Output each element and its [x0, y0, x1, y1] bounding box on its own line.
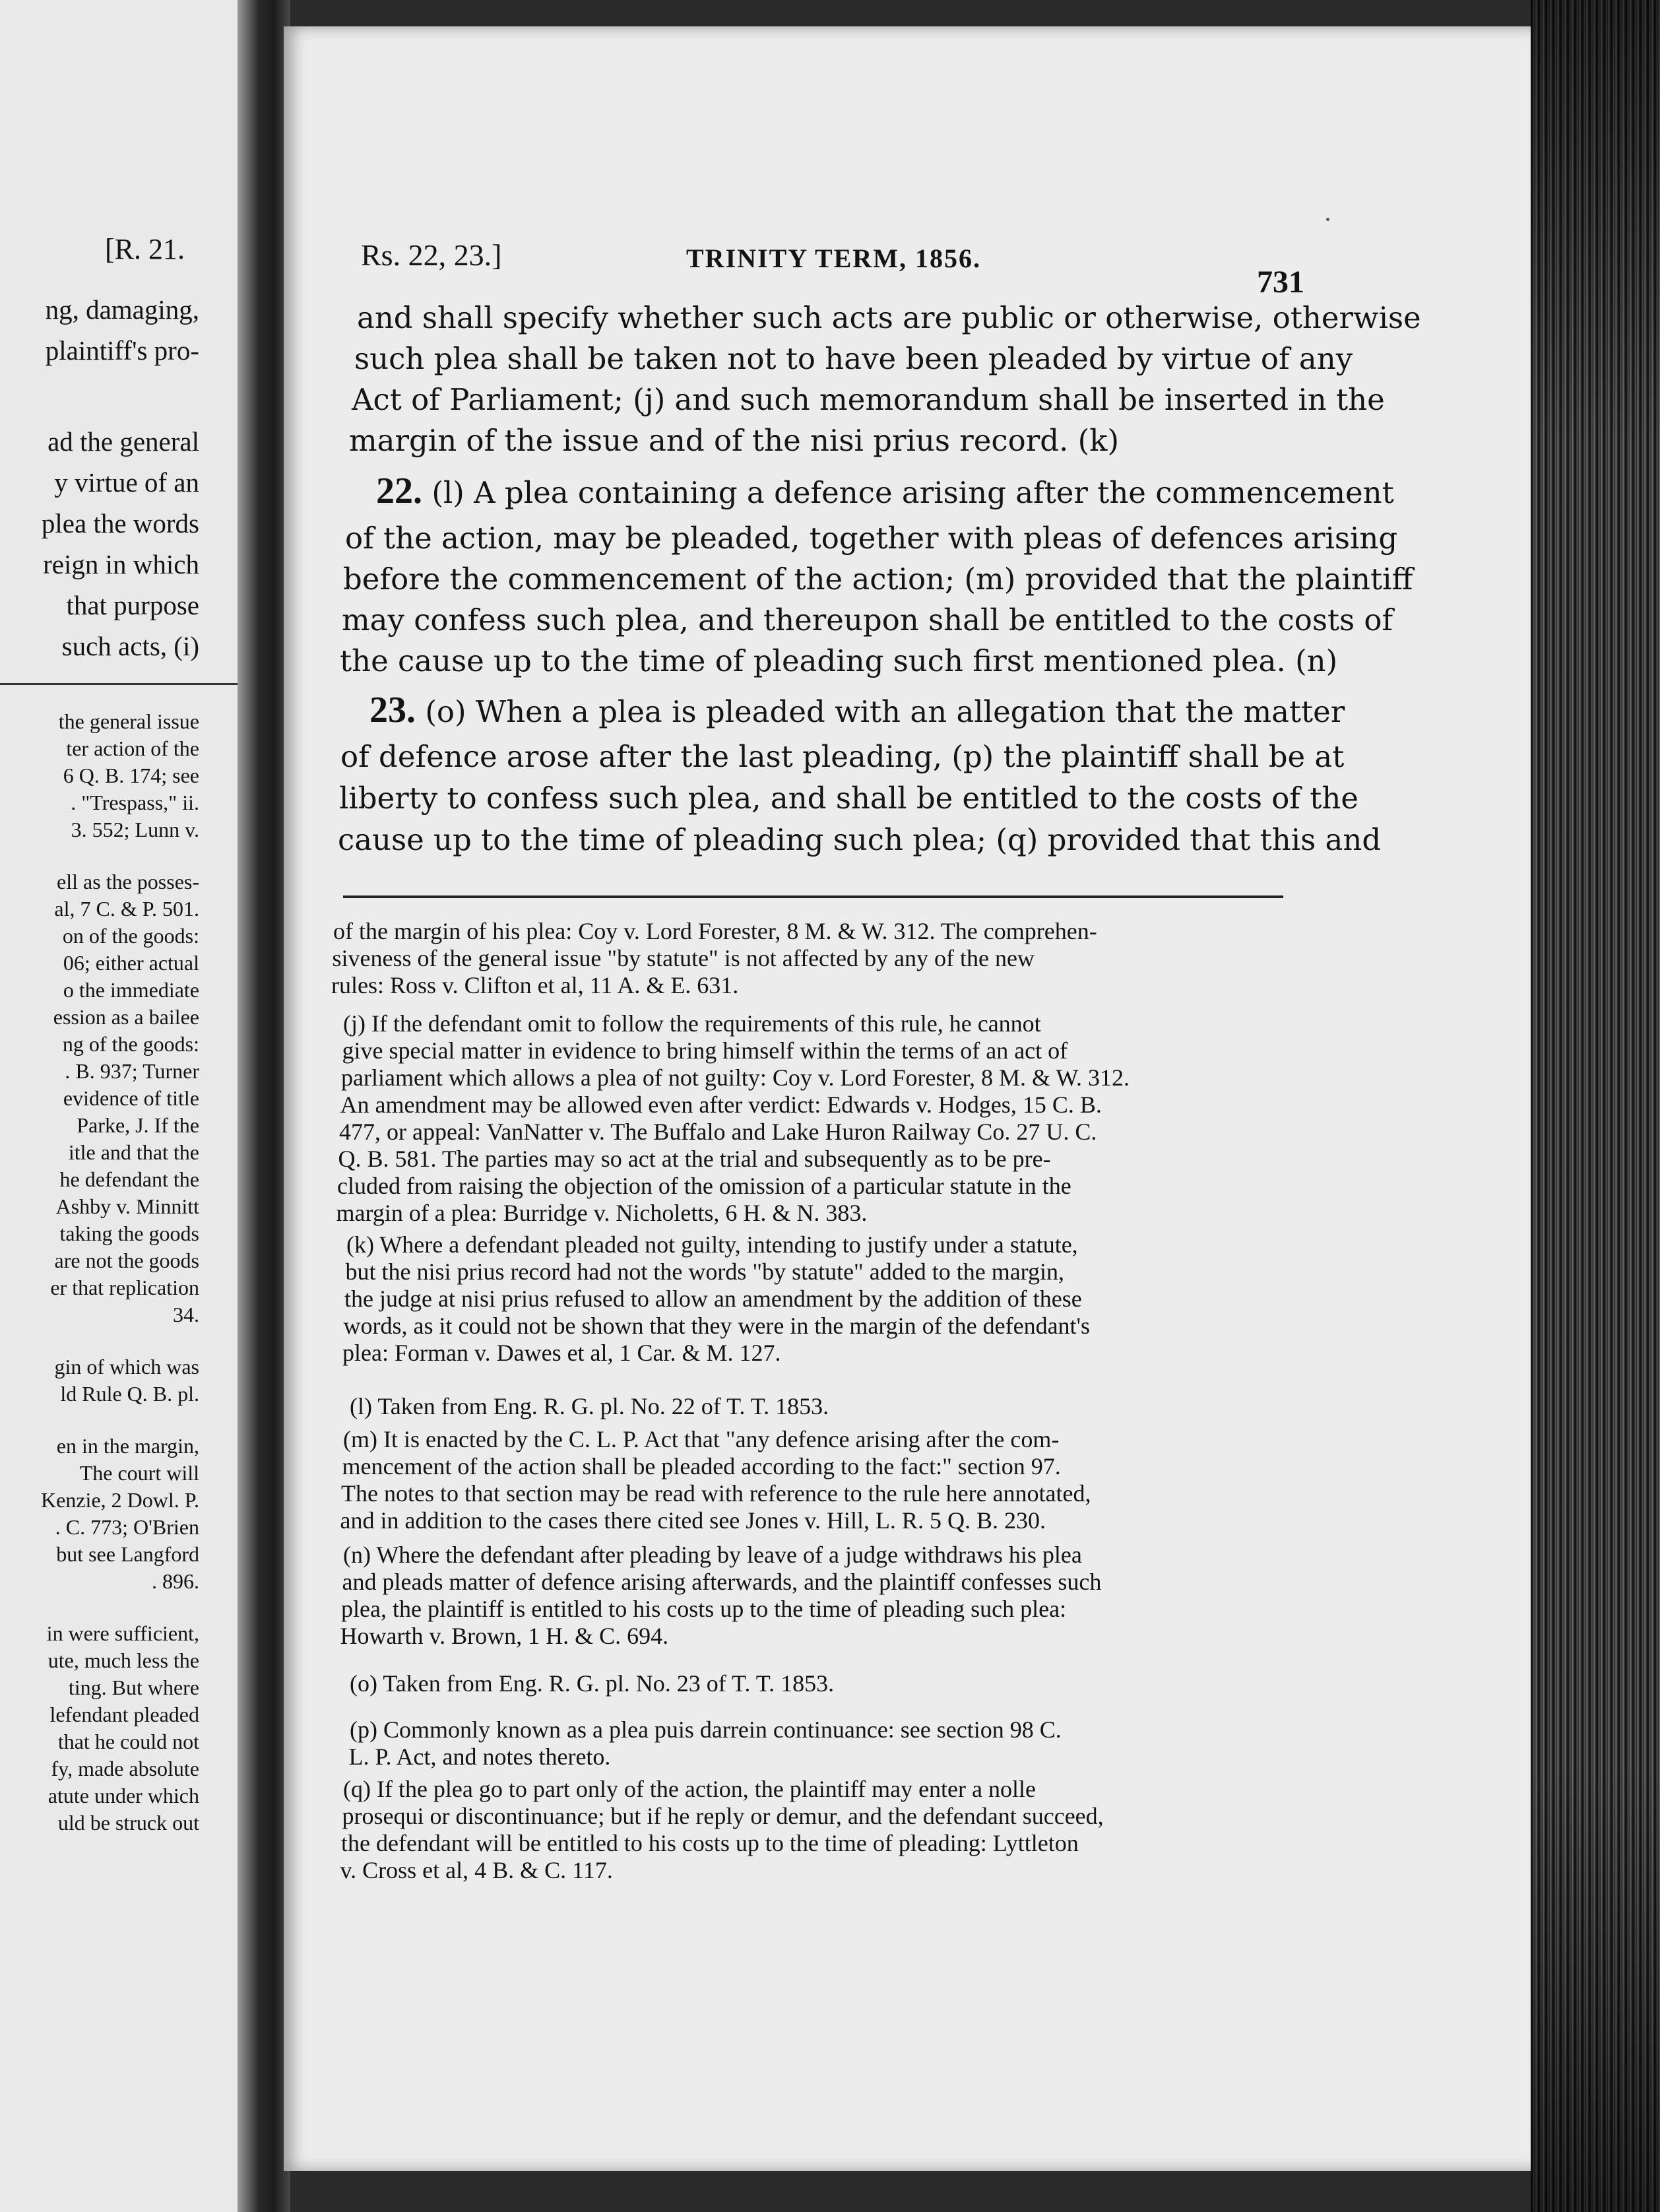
left-note-line: . B. 937; Turner: [65, 1059, 199, 1083]
rule-22-line: the cause up to the time of pleading such first mentioned plea. (n): [340, 643, 1338, 678]
left-note-line: . C. 773; O'Brien: [55, 1515, 199, 1539]
footnote-j-line: parliament which allows a plea of not guilty: Coy v. Lord Forester, 8 M. & W. 312.: [341, 1064, 1130, 1091]
footnote-p-line: (p) Commonly known as a plea puis darrein continuance: see section 98 C.: [350, 1716, 1062, 1743]
footnote-continuation-line: rules: Ross v. Clifton et al, 11 A. & E. 631.: [331, 972, 739, 998]
left-note-line: but see Langford: [56, 1542, 199, 1566]
left-note-line: Kenzie, 2 Dowl. P.: [41, 1488, 199, 1512]
footnote-n-line: (n) Where the defendant after pleading by leave of a judge withdraws his plea: [343, 1542, 1082, 1568]
left-text-line: plea the words: [41, 508, 199, 538]
footnote-q-line: prosequi or discontinuance; but if he reply or demur, and the defendant succeed,: [342, 1803, 1104, 1829]
left-note-line: The court will: [79, 1461, 199, 1485]
left-text-line: ng, damaging,: [45, 294, 199, 325]
left-note-line: taking the goods: [59, 1221, 199, 1245]
footnote-j-line: 477, or appeal: VanNatter v. The Buffalo and Lake Huron Railway Co. 27 U. C.: [339, 1119, 1097, 1145]
footnote-j-line: Q. B. 581. The parties may so act at the trial and subsequently as to be pre-: [338, 1146, 1051, 1172]
left-note-line: al, 7 C. & P. 501.: [54, 897, 199, 921]
footnote-k-line: (k) Where a defendant pleaded not guilty, intending to justify under a statute,: [346, 1231, 1078, 1258]
footnote-n-line: Howarth v. Brown, 1 H. & C. 694.: [340, 1623, 669, 1649]
left-note-line: uld be struck out: [57, 1811, 199, 1835]
rule-23-first-line: [369, 689, 1345, 731]
book-gutter: [238, 0, 290, 2212]
left-note-line: ter action of the: [66, 736, 199, 760]
left-note-line: ld Rule Q. B. pl.: [60, 1382, 199, 1406]
left-note-line: lefendant pleaded: [49, 1703, 199, 1726]
footnote-q-line: the defendant will be entitled to his costs up to the time of pleading: Lyttleton: [341, 1830, 1079, 1856]
footnote-m-line: The notes to that section may be read with reference to the rule here annotated,: [341, 1480, 1091, 1507]
footnote-j-line: give special matter in evidence to bring himself within the terms of an act of: [342, 1037, 1068, 1064]
left-note-line: that he could not: [57, 1730, 199, 1753]
speck: [1326, 218, 1329, 221]
left-note-line: he defendant the: [59, 1167, 199, 1191]
footnote-m-line: mencement of the action shall be pleaded according to the fact:" section 97.: [342, 1453, 1061, 1480]
left-note-line: in were sufficient,: [46, 1621, 199, 1645]
left-text-line: plaintiff's pro-: [45, 335, 199, 366]
footnote-k-line: the judge at nisi prius refused to allow an amendment by the addition of these: [344, 1285, 1082, 1312]
body-line: such plea shall be taken not to have been pleaded by virtue of any: [354, 341, 1353, 376]
left-note-line: evidence of title: [63, 1086, 199, 1110]
footnote-k-line: plea: Forman v. Dawes et al, 1 Car. & M. 127.: [342, 1340, 781, 1366]
footnote-k-line: but the nisi prius record had not the words "by statute" added to the margin,: [345, 1258, 1065, 1285]
footnote-q-line: v. Cross et al, 4 B. & C. 117.: [340, 1857, 613, 1883]
rule-22-number: 22.: [376, 471, 422, 511]
left-note-line: the general issue: [58, 709, 199, 733]
rule-22-line: may confess such plea, and thereupon shall be entitled to the costs of: [342, 602, 1393, 637]
left-note-line: . "Trespass," ii.: [71, 791, 199, 814]
left-note-line: ession as a bailee: [53, 1005, 199, 1029]
footnote-rule: [343, 895, 1283, 898]
rule-23-line: cause up to the time of pleading such plea; (q) provided that this and: [338, 822, 1382, 857]
footnote-o-line: (o) Taken from Eng. R. G. pl. No. 23 of T. T. 1853.: [350, 1670, 835, 1697]
left-note-line: atute under which: [48, 1784, 199, 1807]
footnote-j-line: (j) If the defendant omit to follow the requirements of this rule, he cannot: [343, 1010, 1041, 1037]
footnote-j-line: An amendment may be allowed even after verdict: Edwards v. Hodges, 15 C. B.: [340, 1091, 1102, 1118]
footnote-continuation-line: siveness of the general issue "by statute" is not affected by any of the new: [332, 945, 1035, 971]
left-note-line: are not the goods: [54, 1249, 199, 1272]
footnote-j-line: cluded from raising the objection of the omission of a particular statute in the: [337, 1173, 1071, 1199]
footnote-m-line: (m) It is enacted by the C. L. P. Act that "any defence arising after the com-: [343, 1426, 1060, 1452]
running-head-title: TRINITY TERM, 1856.: [686, 244, 981, 273]
left-note-line: ng of the goods:: [62, 1032, 199, 1056]
left-text-line: such acts, (i): [61, 631, 199, 661]
rule-22-text: (l) A plea containing a defence arising after the commencement: [431, 475, 1394, 510]
left-text-line: y virtue of an: [54, 467, 199, 498]
left-note-line: Parke, J. If the: [77, 1113, 199, 1137]
left-footnote-rule: [0, 683, 238, 685]
left-note-line: . 896.: [152, 1569, 199, 1593]
left-note-line: gin of which was: [54, 1355, 199, 1379]
left-note-line: Ashby v. Minnitt: [55, 1194, 199, 1218]
left-note-line: en in the margin,: [56, 1434, 199, 1458]
left-note-line: 6 Q. B. 174; see: [63, 764, 199, 787]
footnote-l-line: (l) Taken from Eng. R. G. pl. No. 22 of T. T. 1853.: [350, 1393, 829, 1419]
rule-23-line: liberty to confess such plea, and shall be entitled to the costs of the: [339, 781, 1358, 816]
left-note-line: ute, much less the: [48, 1648, 199, 1672]
rule-23-text: (o) When a plea is pleaded with an allegation that the matter: [425, 694, 1345, 729]
left-note-line: ell as the posses-: [57, 870, 199, 894]
left-text-line: ad the general: [48, 426, 199, 457]
rule-23-number: 23.: [369, 690, 416, 731]
body-line: margin of the issue and of the nisi prius record. (k): [349, 423, 1120, 458]
footnote-j-line: margin of a plea: Burridge v. Nicholetts, 6 H. & N. 383.: [336, 1200, 868, 1226]
left-page-header: [R. 21.: [105, 233, 185, 265]
page-edges-shade: [1531, 0, 1660, 2212]
left-note-line: ting. But where: [68, 1675, 199, 1699]
left-note-line: itle and that the: [68, 1140, 199, 1164]
footnote-n-line: plea, the plaintiff is entitled to his costs up to the time of pleading such plea:: [341, 1596, 1067, 1622]
left-note-line: fy, made absolute: [51, 1757, 199, 1780]
left-note-line: 06; either actual: [63, 951, 199, 975]
footnote-k-line: words, as it could not be shown that they were in the margin of the defendant's: [343, 1313, 1091, 1339]
left-facing-page: [0, 0, 238, 2212]
rule-22-line: of the action, may be pleaded, together with pleas of defences arising: [345, 521, 1398, 556]
left-note-line: 3. 552; Lunn v.: [71, 818, 199, 841]
running-head-rules: Rs. 22, 23.]: [361, 238, 502, 272]
footnote-m-line: and in addition to the cases there cited see Jones v. Hill, L. R. 5 Q. B. 230.: [340, 1507, 1046, 1534]
body-line: Act of Parliament; (j) and such memorandum shall be inserted in the: [352, 382, 1385, 417]
footnote-continuation-line: of the margin of his plea: Coy v. Lord Forester, 8 M. & W. 312. The comprehen-: [333, 918, 1097, 944]
rule-23-line: of defence arose after the last pleading, (p) the plaintiff shall be at: [340, 739, 1345, 774]
footnote-p-line: L. P. Act, and notes thereto.: [348, 1743, 611, 1770]
left-text-line: that purpose: [66, 590, 199, 620]
left-note-line: on of the goods:: [62, 924, 199, 948]
left-note-line: 34.: [173, 1303, 199, 1326]
page-number: 731: [1257, 265, 1304, 300]
footnote-n-line: and pleads matter of defence arising afterwards, and the plaintiff confesses such: [342, 1569, 1102, 1595]
rule-22-line: before the commencement of the action; (m) provided that the plaintiff: [343, 562, 1413, 597]
left-note-line: er that replication: [50, 1276, 199, 1299]
left-text-line: reign in which: [43, 549, 199, 579]
left-note-line: o the immediate: [63, 978, 199, 1002]
body-line: and shall specify whether such acts are public or otherwise, otherwise: [357, 300, 1421, 335]
footnote-q-line: (q) If the plea go to part only of the action, the plaintiff may enter a nolle: [343, 1776, 1036, 1802]
rule-22-first-line: [376, 470, 1394, 512]
